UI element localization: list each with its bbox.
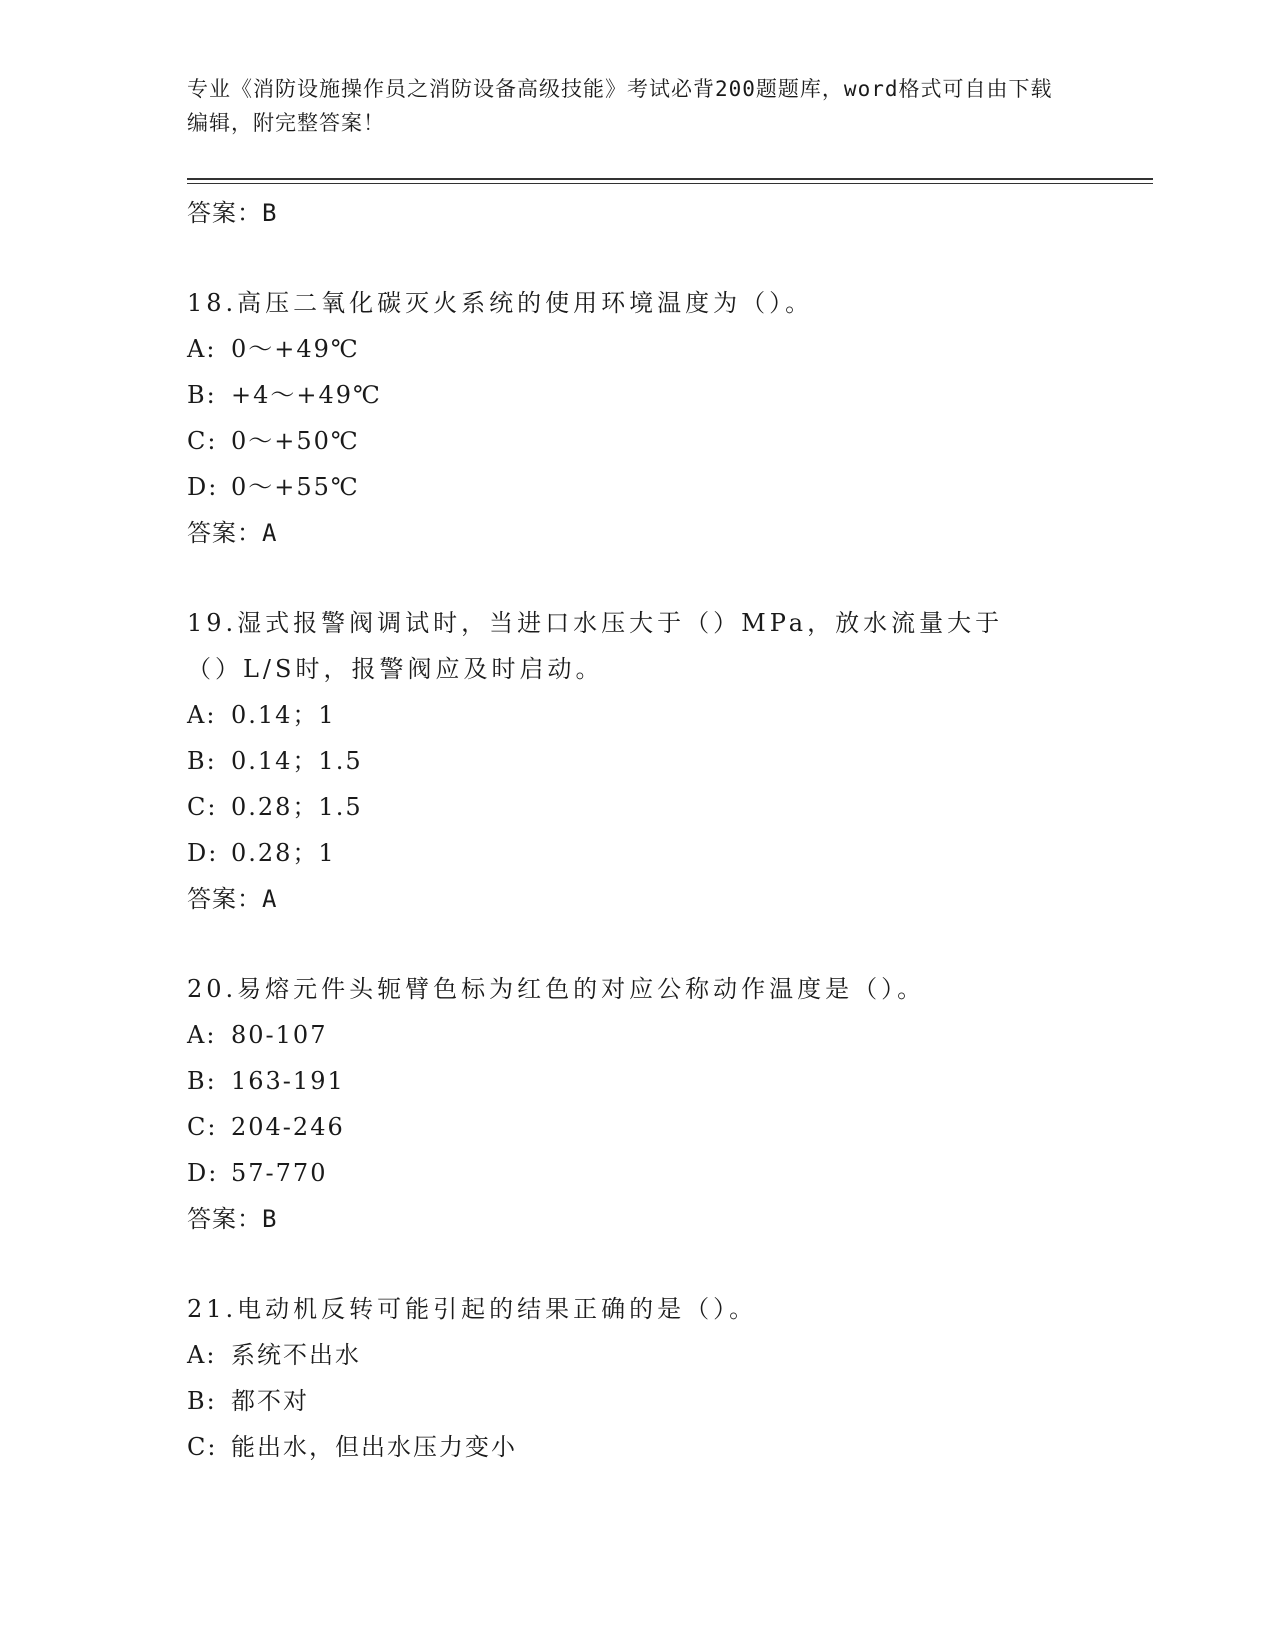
question-18 (187, 280, 1153, 556)
option-letter: A: (187, 701, 217, 729)
option-text: +4～+49℃ (231, 381, 382, 409)
spacer (187, 1242, 1153, 1286)
option-text: 能出水，但出水压力变小 (231, 1433, 517, 1461)
option-b (187, 1378, 1153, 1424)
question-19 (187, 600, 1153, 922)
option-text: 80-107 (231, 1021, 328, 1049)
option-text: 0.14；1.5 (231, 747, 363, 775)
answer: 答案：A (187, 885, 278, 913)
question-20 (187, 966, 1153, 1242)
option-text: 57-770 (231, 1159, 328, 1187)
option-letter: D: (187, 839, 219, 867)
option-d (187, 830, 1153, 876)
option-a (187, 692, 1153, 738)
option-b (187, 1058, 1153, 1104)
option-text: 0.14；1 (231, 701, 336, 729)
option-d (187, 1150, 1153, 1196)
question-text: 21.电动机反转可能引起的结果正确的是（）。 (187, 1295, 758, 1323)
option-letter: C: (187, 1113, 218, 1141)
option-text: 0～+50℃ (231, 427, 360, 455)
question-text: 19.湿式报警阀调试时，当进口水压大于（）MPa，放水流量大于（）L/S时，报警阀应及时启动。 (187, 609, 1004, 683)
option-letter: B: (187, 1067, 217, 1095)
header-rule-thick (187, 178, 1153, 180)
answer: 答案：B (187, 1205, 278, 1233)
option-c (187, 1424, 1153, 1470)
option-text: 系统不出水 (231, 1341, 361, 1369)
option-c (187, 418, 1153, 464)
option-letter: A: (187, 1021, 217, 1049)
option-text: 0～+49℃ (231, 335, 360, 363)
previous-answer: 答案：B (187, 199, 278, 227)
option-text: 163-191 (231, 1067, 345, 1095)
option-letter: B: (187, 381, 217, 409)
option-letter: C: (187, 1433, 218, 1461)
option-letter: D: (187, 473, 219, 501)
option-text: 0.28；1 (231, 839, 336, 867)
option-text: 0.28；1.5 (231, 793, 363, 821)
option-letter: D: (187, 1159, 219, 1187)
option-b (187, 738, 1153, 784)
option-text: 0～+55℃ (231, 473, 360, 501)
question-21 (187, 1286, 1153, 1470)
option-a (187, 1012, 1153, 1058)
option-letter: A: (187, 335, 217, 363)
option-letter: C: (187, 427, 218, 455)
answer: 答案：A (187, 519, 278, 547)
option-text: 204-246 (231, 1113, 345, 1141)
option-letter: B: (187, 1387, 217, 1415)
question-text: 18.高压二氧化碳灭火系统的使用环境温度为（）。 (187, 289, 814, 317)
document-header: 专业《消防设施操作员之消防设备高级技能》考试必背200题题库，word格式可自由下载编辑，附完整答案！ (187, 77, 1053, 135)
question-text: 20.易熔元件头轭臂色标为红色的对应公称动作温度是（）。 (187, 975, 926, 1003)
spacer (187, 236, 1153, 280)
option-a (187, 1332, 1153, 1378)
spacer (187, 922, 1153, 966)
option-letter: B: (187, 747, 217, 775)
option-b (187, 372, 1153, 418)
header-rule-thin (187, 183, 1153, 184)
spacer (187, 556, 1153, 600)
option-text: 都不对 (231, 1387, 309, 1415)
option-letter: C: (187, 793, 218, 821)
option-c (187, 784, 1153, 830)
option-c (187, 1104, 1153, 1150)
option-a (187, 326, 1153, 372)
option-d (187, 464, 1153, 510)
question-list (187, 190, 1153, 1470)
option-letter: A: (187, 1341, 217, 1369)
